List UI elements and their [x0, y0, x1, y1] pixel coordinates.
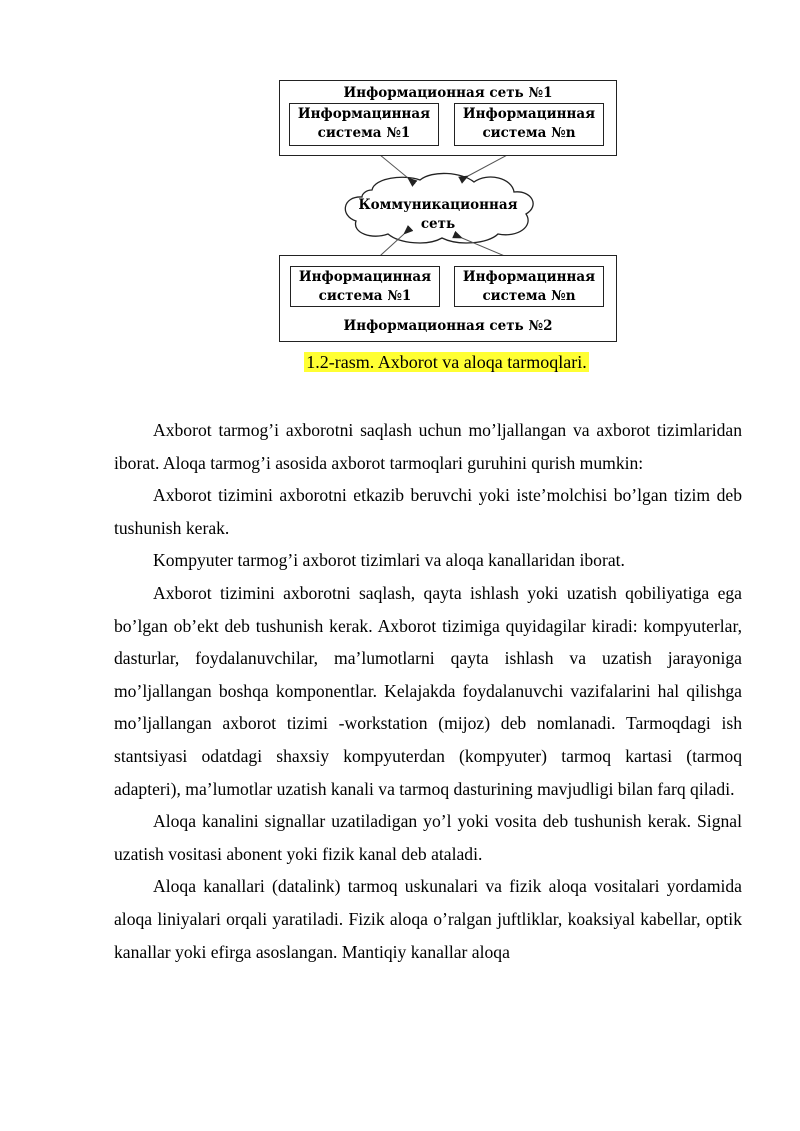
network-1-title: Информационная сеть №1: [343, 85, 553, 101]
figure-caption: [0, 350, 800, 374]
network-2-system-n: [454, 266, 604, 307]
paragraph: Axborot tarmog’i axborotni saqlash uchun mo’ljallangan va axborot tizimlaridan iborat. Aloqa tarmog’i asosida axborot tarmoqlari guruhini qurish mumkin:: [114, 420, 742, 473]
network-1-system-n: [454, 103, 604, 146]
system-label-line1: Информацинная: [297, 106, 431, 122]
network-2-system-1: [290, 266, 440, 307]
cloud-label-line1: Коммуникационная: [358, 197, 518, 213]
network-1-box: [279, 80, 617, 156]
paragraph: Kompyuter tarmog’i axborot tizimlari va aloqa kanallaridan iborat.: [153, 550, 625, 571]
system-label-line1: Информацинная: [298, 269, 432, 285]
communication-network-label: [340, 196, 536, 234]
network-diagram: [0, 0, 800, 350]
network-2-title: Информационная сеть №2: [343, 318, 553, 334]
network-2-box: [279, 255, 617, 342]
system-label-line2: система №1: [318, 288, 412, 304]
system-label-line1: Информацинная: [462, 106, 596, 122]
network-1-system-1: [289, 103, 439, 146]
cloud-label-line2: сеть: [420, 216, 456, 232]
paragraph: Aloqa kanallari (datalink) tarmoq uskunalari va fizik aloqa vositalari yordamida aloqa liniyalari orqali yaratiladi. Fizik aloqa o’ralgan juftliklar, koaksiyal kabellar, optik kanallar yoki efirga asoslangan. Mantiqiy kanallar aloqa: [114, 876, 742, 962]
system-label-line2: система №1: [317, 125, 411, 141]
system-label-line2: система №n: [482, 125, 576, 141]
system-label-line2: система №n: [482, 288, 576, 304]
paragraph: Aloqa kanalini signallar uzatiladigan yo’l yoki vosita deb tushunish kerak. Signal uzatish vositasi abonent yoki fizik kanal deb ataladi.: [114, 811, 742, 864]
body-text: [114, 414, 742, 968]
paragraph: Axborot tizimini axborotni etkazib beruvchi yoki iste’molchisi bo’lgan tizim deb tushunish kerak.: [114, 485, 742, 538]
paragraph: Axborot tizimini axborotni saqlash, qayta ishlash yoki uzatish qobiliyatiga ega bo’lgan ob’ekt deb tushunish kerak. Axborot tizimiga quyidagilar kiradi: kompyuterlar, dasturlar, foydalanuvchilar, ma’lumotlarni qayta ishlash va uzatish jarayoniga mo’ljallangan boshqa komponentlar. Kelajakda foydalanuvchi vazifalarini hal qilishga mo’ljallangan axborot tizimi -workstation (mijoz) deb nomlanadi. Tarmoqdagi ish stantsiyasi odatdagi shaxsiy kompyuterdan (kompyuter) tarmoq kartasi (tarmoq adapteri), ma’lumotlar uzatish kanali va tarmoq dasturining mavjudligi bilan farq qiladi.: [114, 582, 742, 799]
system-label-line1: Информацинная: [462, 269, 596, 285]
figure-caption-text: 1.2-rasm. Axborot va aloqa tarmoqlari.: [306, 352, 587, 372]
